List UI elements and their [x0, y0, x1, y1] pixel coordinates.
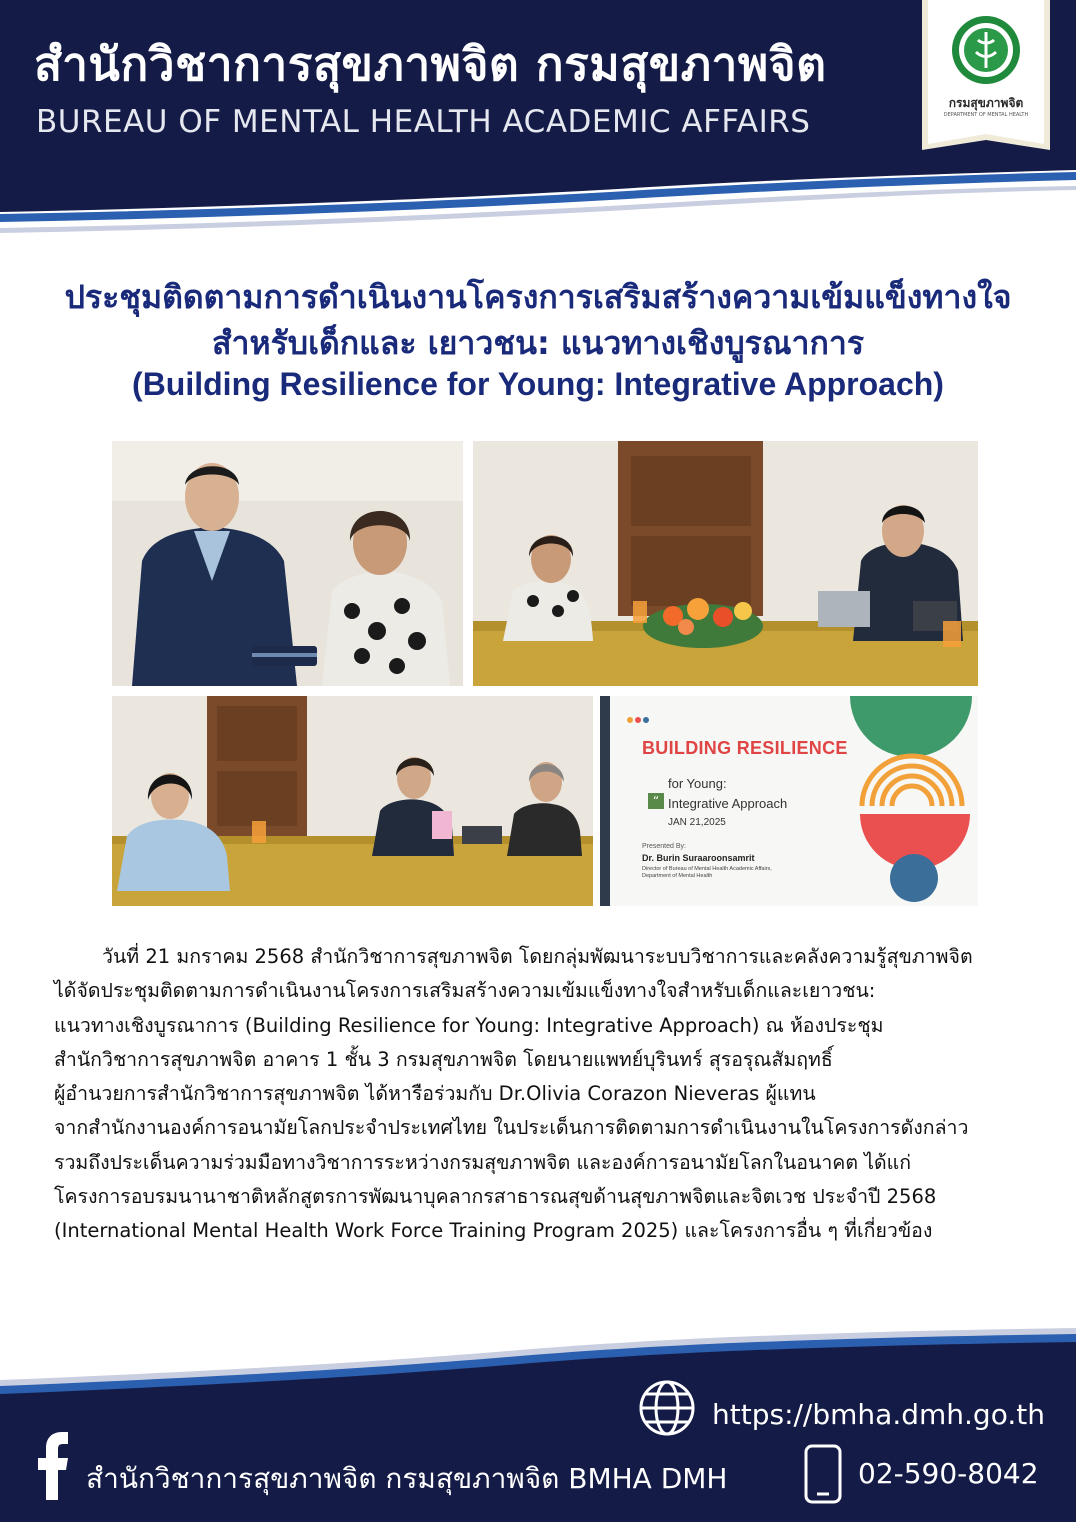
photo-meeting-attendees — [112, 696, 593, 906]
body-line: โครงการอบรมนานาชาติหลักสูตรการพัฒนาบุคลากรสาธารณสุขด้านสุขภาพจิตและจิตเวช ประจำปี 2568 — [54, 1185, 937, 1209]
headline-line-2: สำหรับเด็กและ เยาวชน: แนวทางเชิงบูรณาการ — [211, 324, 865, 362]
slide-title: BUILDING RESILIENCE — [642, 738, 848, 758]
headline-line-1: ประชุมติดตามการดำเนินงานโครงการเสริมสร้างความเข้มแข็งทางใจ — [64, 278, 1012, 316]
article-body — [54, 940, 1034, 1249]
body-line: วันที่ 21 มกราคม 2568 สำนักวิชาการสุขภาพจิต โดยกลุ่มพัฒนาระบบวิชาการและคลังความรู้สุขภาพจิต — [102, 945, 973, 968]
header-title-english: BUREAU OF MENTAL HEALTH ACADEMIC AFFAIRS — [36, 104, 811, 140]
body-line: ได้จัดประชุมติดตามการดำเนินงานโครงการเสริมสร้างความเข้มแข็งทางใจสำหรับเด็กและเยาวชน: — [54, 979, 876, 1003]
body-line: รวมถึงประเด็นความร่วมมือทางวิชาการระหว่างกรมสุขภาพจิต และองค์การอนามัยโลกในอนาคต ได้แก่ — [54, 1150, 912, 1174]
body-line: (International Mental Health Work Force Training Program 2025) และโครงการอื่น ๆ ที่เกี่ยวข้อง — [54, 1219, 933, 1243]
logo-subcaption: DEPARTMENT OF MENTAL HEALTH — [943, 112, 1029, 118]
phone-number[interactable]: 02-590-8042 — [858, 1457, 1039, 1490]
photo-gift-exchange — [112, 441, 463, 686]
slide-presenter-role-1: Director of Bureau of Mental Health Academic Affairs, — [642, 866, 772, 872]
slide-subtitle-2: Integrative Approach — [668, 796, 788, 811]
photo-meeting-table — [473, 441, 978, 686]
slide-presented-by: Presented By: — [642, 843, 686, 850]
slide-subtitle-1: for Young: — [668, 776, 727, 791]
quote-icon: “ — [648, 793, 664, 809]
logo-caption: กรมสุขภาพจิต — [948, 96, 1024, 110]
website-link[interactable]: https://bmha.dmh.go.th — [712, 1398, 1045, 1431]
headline-line-3: (Building Resilience for Young: Integrative Approach) — [132, 366, 944, 402]
page-header — [0, 0, 1076, 250]
department-logo — [922, 0, 1050, 158]
slide-presenter: Dr. Burin Suraaroonsamrit — [642, 853, 755, 863]
facebook-page-link[interactable]: สำนักวิชาการสุขภาพจิต กรมสุขภาพจิต BMHA DMH — [86, 1462, 728, 1495]
slide-screenshot — [600, 696, 978, 906]
body-line: แนวทางเชิงบูรณาการ (Building Resilience for Young: Integrative Approach) ณ ห้องประชุม — [54, 1013, 884, 1037]
body-line: ผู้อำนวยการสำนักวิชาการสุขภาพจิต ได้หารือร่วมกับ Dr.Olivia Corazon Nieveras ผู้แทน — [54, 1082, 816, 1106]
body-line: สำนักวิชาการสุขภาพจิต อาคาร 1 ชั้น 3 กรมสุขภาพจิต โดยนายแพทย์บุรินทร์ สุรอรุณสัมฤทธิ์ — [54, 1047, 833, 1071]
header-title-thai: สำนักวิชาการสุขภาพจิต กรมสุขภาพจิต — [34, 37, 827, 91]
body-line: จากสำนักงานองค์การอนามัยโลกประจำประเทศไทย ในประเด็นการติดตามการดำเนินงานในโครงการดังกล่าว — [54, 1116, 969, 1140]
page-footer — [0, 1320, 1076, 1522]
slide-date: JAN 21,2025 — [668, 817, 726, 828]
slide-presenter-role-2: Department of Mental Health — [642, 873, 713, 879]
